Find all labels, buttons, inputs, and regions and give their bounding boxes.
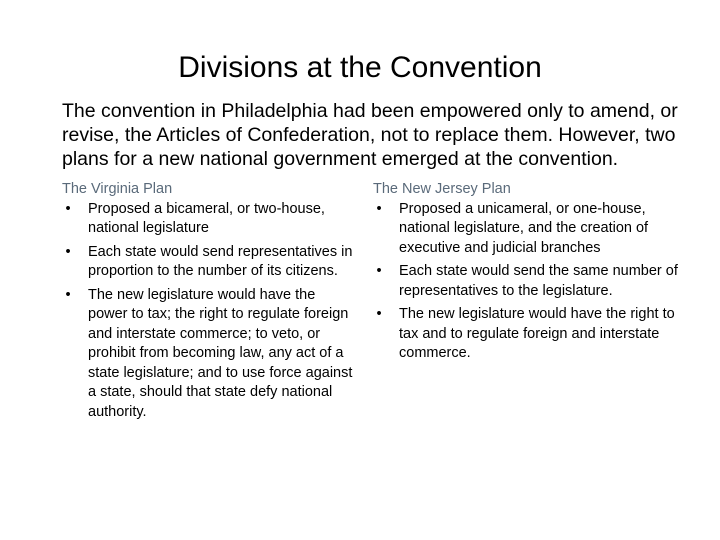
list-item [62, 243, 354, 282]
new-jersey-plan-column [373, 180, 683, 364]
bullet-icon: • [65, 286, 71, 303]
bullet-icon: • [376, 200, 382, 217]
new-jersey-bullet-text: The new legislature would have the right to tax and to regulate foreign and interstate commerce. [399, 306, 675, 361]
virginia-bullet-text: Proposed a bicameral, or two-house, national legislature [88, 200, 325, 236]
new-jersey-plan-heading: The New Jersey Plan [373, 181, 511, 197]
new-jersey-bullet-text: Each state would send the same number of representatives to the legislature. [399, 263, 678, 299]
virginia-bullet-text: Each state would send representatives in proportion to the number of its citizens. [88, 243, 353, 279]
intro-paragraph: The convention in Philadelphia had been empowered only to amend, or revise, the Articles of Confederation, not to replace them. However, two plans for a new national government emerged at the convention. [62, 100, 678, 170]
list-item [373, 305, 683, 364]
list-item [373, 262, 683, 301]
virginia-plan-column [62, 180, 354, 422]
new-jersey-bullet-text: Proposed a unicameral, or one-house, national legislature, and the creation of executive and judicial branches [399, 200, 649, 256]
list-item [62, 200, 354, 239]
virginia-plan-heading: The Virginia Plan [62, 181, 173, 197]
virginia-bullet-text: The new legislature would have the power to tax; the right to regulate foreign and interstate commerce; to veto, or prohibit from becoming law, any act of a state legislature; and to use force against a state, should that state defy national authority. [88, 286, 353, 420]
bullet-icon: • [65, 200, 71, 217]
virginia-plan-list [62, 200, 354, 423]
bullet-icon: • [376, 263, 382, 279]
slide-title: Divisions at the Convention [178, 51, 542, 84]
bullet-icon: • [376, 306, 382, 322]
list-item [62, 286, 354, 423]
new-jersey-plan-list [373, 200, 683, 364]
list-item [373, 200, 683, 259]
bullet-icon: • [65, 243, 71, 260]
